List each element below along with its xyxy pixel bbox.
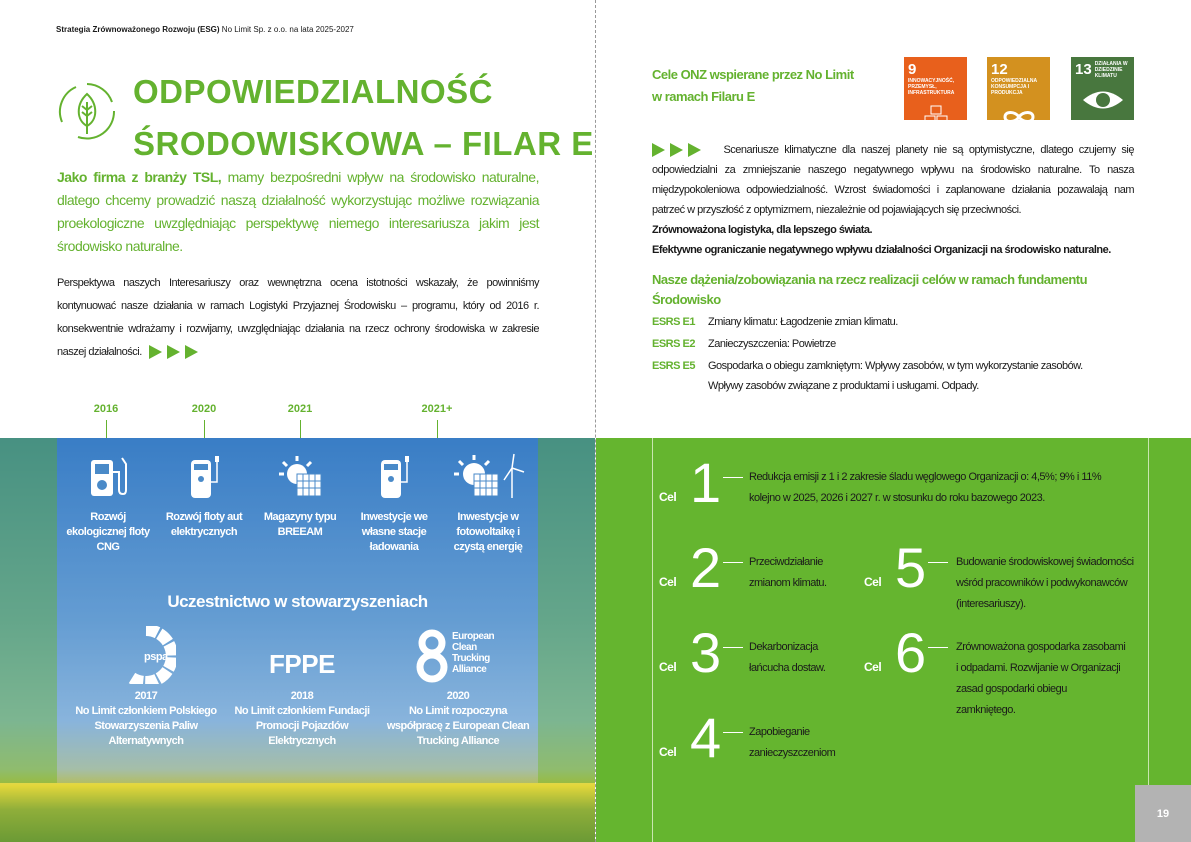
- esrs-text: Zanieczyszczenia: Powietrze: [708, 338, 836, 350]
- goal-number: 4: [690, 706, 721, 769]
- ev-charger-icon: [179, 452, 229, 502]
- page-number: 19: [1135, 785, 1191, 842]
- ecta-logo: [382, 625, 534, 685]
- action-label: Inwestycje w fotowoltaikę i czystą energię: [453, 511, 523, 553]
- goal-number: 5: [895, 536, 926, 599]
- goals-heading: Nasze dążenia/zobowiązania na rzecz realizacji celów w ramach fundamentu Środowisko: [652, 272, 1088, 307]
- infinity-icon: [999, 106, 1039, 120]
- esrs-text: Zmiany klimatu: Łagodzenie zmian klimatu.: [708, 316, 898, 328]
- association-year: 2018: [290, 690, 314, 702]
- goal-number: 6: [895, 621, 926, 684]
- association-year: 2020: [446, 690, 470, 702]
- svg-text:Alliance: Alliance: [452, 664, 487, 675]
- body-paragraph: [57, 272, 539, 364]
- sdg-goal-13: [1071, 57, 1134, 120]
- leaf-recycle-icon: [56, 80, 118, 142]
- goal-label: Cel: [659, 575, 677, 589]
- goal-text: Redukcja emisji z 1 i 2 zakresie śladu węglowego Organizacji o: 4,5%; 9% i 11% kolejno w 2025, 2026 i 2027 r. w stosunku do roku bazowego 2023.: [749, 471, 1102, 504]
- title-line-1: ODPOWIEDZIALNOŚĆ: [133, 73, 493, 110]
- action-item: [158, 452, 250, 540]
- goal-number: 2: [690, 536, 721, 599]
- header-bold: Strategia Zrównoważonego Rozwoju (ESG): [56, 25, 220, 34]
- action-item: [348, 452, 440, 555]
- timeline-year: 2020: [191, 403, 217, 415]
- goal-dash: [928, 647, 948, 648]
- sdg-number: 9: [908, 61, 917, 78]
- fppe-logo: [226, 625, 378, 685]
- right-text-column: [652, 140, 1134, 396]
- photo-overlay-left: [0, 438, 57, 783]
- association-text: No Limit członkiem Fundacji Promocji Pojazdów Elektrycznych: [234, 705, 370, 747]
- action-item: [442, 452, 534, 555]
- sdg-heading-line-2: w ramach Filaru E: [652, 89, 755, 104]
- body-text: Perspektywa naszych Interesariuszy oraz wewnętrzna ocena istotności wskazały, że powinniśmy kontynuować nasze działania w ramach Logistyki Przyjaznej Środowisku – programu, który od 2016 r. konsekwentnie wdrażamy i rozwijamy, uwzględniając działania na rzecz ochrony środowiska w zakresie naszej działalności.: [57, 277, 539, 358]
- goal-label: Cel: [659, 490, 677, 504]
- svg-text:pspa: pspa: [144, 651, 168, 663]
- svg-text:Clean: Clean: [452, 642, 477, 653]
- esrs-text-continued: Wpływy zasobów związane z produktami i usługami. Odpady.: [708, 380, 979, 392]
- running-header: [56, 25, 354, 34]
- association-item: [382, 625, 534, 749]
- fppe-logo-text: FPPE: [269, 648, 335, 679]
- goal-number: 3: [690, 621, 721, 684]
- associations-heading: Uczestnictwo w stowarzyszeniach: [167, 592, 428, 611]
- goal-dash: [928, 562, 948, 563]
- cng-station-icon: [83, 452, 133, 502]
- sdg-number: 13: [1075, 61, 1092, 78]
- svg-text:Trucking: Trucking: [452, 653, 490, 664]
- timeline-tick: [106, 420, 107, 438]
- timeline-year: 2016: [93, 403, 119, 415]
- action-item: [254, 452, 346, 540]
- association-year: 2017: [134, 690, 158, 702]
- sdg-text: DZIAŁANIA W DZIEDZINIE KLIMATU: [1094, 61, 1128, 79]
- sdg-goal-12: [987, 57, 1050, 120]
- association-item: [70, 625, 222, 749]
- action-label: Inwestycje we własne stacje ładowania: [360, 511, 428, 553]
- esrs-code: ESRS E1: [652, 316, 695, 328]
- timeline-tick: [204, 420, 205, 438]
- intro-bold-1: Zrównoważona logistyka, dla lepszego świata.: [652, 224, 873, 236]
- sdg-goal-9: [904, 57, 967, 120]
- esrs-item: [652, 356, 1134, 396]
- intro-paragraph: [652, 140, 1134, 260]
- goal-dash: [723, 477, 743, 478]
- action-item: [62, 452, 154, 555]
- lead-paragraph: [57, 166, 539, 258]
- esrs-item: [652, 334, 1134, 354]
- goal-text: Przeciwdziałanie zmianom klimatu.: [749, 556, 827, 589]
- goal-text: Dekarbonizacja łańcucha dostaw.: [749, 641, 826, 674]
- solar-wind-icon: [450, 452, 526, 502]
- lead-text: mamy bezpośredni wpływ na środowisko naturalne, dlatego chcemy prowadzić naszą działalność wykorzystując możliwe rozwiązania proekologiczne uwzględniając perspektywę niemego interesariusza jakim jest środowisko naturalne.: [57, 169, 539, 254]
- goal-dash: [723, 562, 743, 563]
- pspa-logo: [70, 625, 222, 685]
- association-text: No Limit członkiem Polskiego Stowarzyszenia Paliw Alternatywnych: [75, 705, 217, 747]
- sdg-heading: [652, 64, 854, 108]
- timeline-year: 2021: [287, 403, 313, 415]
- arrows-icon: [149, 346, 203, 358]
- sdg-heading-line-1: Cele ONZ wspierane przez No Limit: [652, 67, 854, 82]
- association-text: No Limit rozpoczyna współpracę z European Clean Trucking Alliance: [386, 705, 530, 747]
- esrs-code: ESRS E5: [652, 360, 695, 372]
- timeline-tick: [300, 420, 301, 438]
- header-rest: No Limit Sp. z o.o. na lata 2025-2027: [221, 25, 354, 34]
- solar-panel-icon: [275, 452, 325, 502]
- goal-text: Zrównoważona gospodarka zasobami i odpadami. Rozwijanie w Organizacji zasad gospodarki obiegu zamkniętego.: [956, 641, 1126, 716]
- goal-dash: [723, 647, 743, 648]
- intro-text: Scenariusze klimatyczne dla naszej planety nie są optymistyczne, dlatego czujemy się odpowiedzialni za zmniejszanie naszego negatywnego wpływu na środowisko naturalne. To nasza międzypokoleniowa odpowiedzialność. Wzrost świadomości i zaplanowane działania pozawalają nam patrzeć w przyszłość z optymizmem, niezależnie od pojawiających się przeciwności.: [652, 144, 1134, 216]
- cubes-icon: [921, 104, 951, 120]
- goal-label: Cel: [864, 660, 882, 674]
- ev-charger-icon: [369, 452, 419, 502]
- timeline-tick: [437, 420, 438, 438]
- esrs-item: [652, 312, 1134, 332]
- sdg-number: 12: [991, 61, 1008, 78]
- goal-dash: [723, 732, 743, 733]
- goal-text: Zapobieganie zanieczyszczeniom: [749, 726, 836, 759]
- goal-label: Cel: [659, 745, 677, 759]
- sdg-text: ODPOWIEDZIALNA KONSUMPCJA I PRODUKCJA: [991, 78, 1037, 96]
- timeline-year: 2021+: [421, 403, 453, 415]
- goal-number: 1: [690, 451, 721, 514]
- page-title: [133, 66, 594, 170]
- left-text-column: [57, 166, 539, 364]
- title-line-2: ŚRODOWISKOWA – FILAR E: [133, 125, 594, 162]
- eye-globe-icon: [1081, 89, 1125, 111]
- svg-text:European: European: [452, 631, 495, 642]
- action-label: Rozwój floty aut elektrycznych: [165, 511, 243, 538]
- arrows-icon: [652, 144, 706, 156]
- association-item: [226, 625, 378, 749]
- esrs-code: ESRS E2: [652, 338, 695, 350]
- intro-bold-2: Efektywne ograniczanie negatywnego wpływu działalności Organizacji na środowisko naturalne.: [652, 244, 1111, 256]
- goal-text: Budowanie środowiskowej świadomości wśród pracowników i podwykonawców (interesariuszy).: [956, 556, 1134, 610]
- action-label: Rozwój ekologicznej floty CNG: [66, 511, 150, 553]
- goal-label: Cel: [659, 660, 677, 674]
- lead-bold: Jako firma z branży TSL,: [57, 169, 222, 185]
- sdg-text: INNOWACYJNOŚĆ, PRZEMYSŁ, INFRASTRUKTURA: [908, 78, 955, 96]
- action-label: Magazyny typu BREEAM: [263, 511, 337, 538]
- photo-overlay-right: [538, 438, 595, 783]
- esrs-text: Gospodarka o obiegu zamkniętym: Wpływy zasobów, w tym wykorzystanie zasobów.: [708, 360, 1083, 372]
- goal-label: Cel: [864, 575, 882, 589]
